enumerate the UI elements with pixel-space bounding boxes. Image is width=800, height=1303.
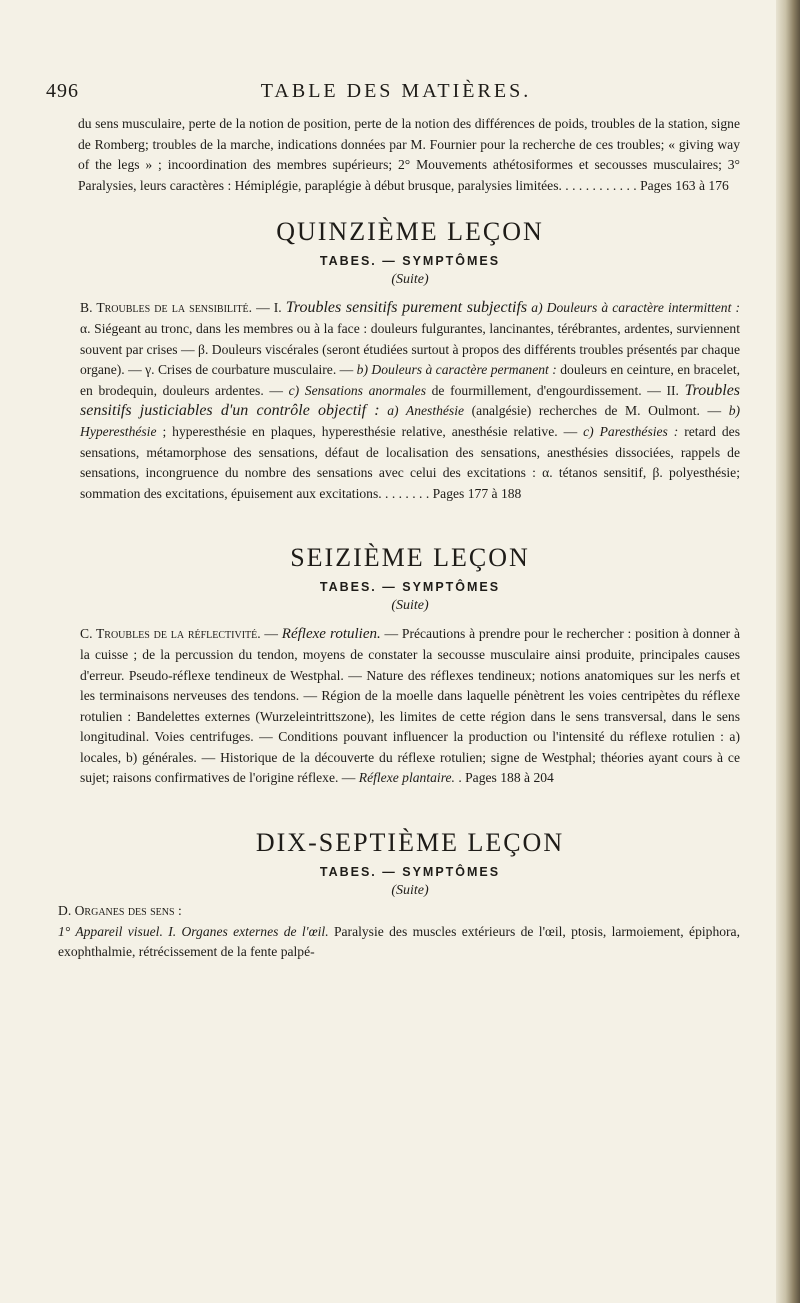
lesson15-pages: Pages 177 à 188 [432, 485, 522, 501]
lesson17-sub-heading: I. Organes externes de l'œil. [168, 923, 329, 939]
lesson16-subtitle: TABES. — SYMPTÔMES [319, 580, 501, 595]
lesson17-label-line [58, 901, 740, 922]
lesson17-title: DIX-SEPTIÈME LEÇON [255, 828, 565, 858]
intro-text: du sens musculaire, perte de la notion de position, perte de la notion des différences de poids, troubles de la station, signe de Romberg; troubles de la marche, indications données par M. Fournier pour la recherche de ces troubles; « giving way of the legs » ; incoordination des membres supérieurs; 2° Mouvements athétosiformes et secousses musculaires; 3° Paralysies, leurs caractères : Hémiplégie, paraplégie à début brusque, paralysies limitées. . . . . . . . . . . . [78, 116, 740, 193]
lesson15-1c-label: c) Sensations anormales [288, 382, 432, 398]
lesson15-1a-text: α. Siégeant au tronc, dans les membres ou à la face : douleurs fulgurantes, lancinantes, térébrantes, ardentes, surviennent souvent par crises — β. Douleurs viscérales (seront étudiées surtout à propos des différents troubles présentés par chaque organe). — γ. Crises de courbature musculaire. — [80, 320, 740, 378]
lesson15-title: QUINZIÈME LEÇON [276, 217, 544, 247]
intro-pages: Pages 163 à 176 [640, 177, 729, 193]
lesson15-paragraph [80, 298, 740, 504]
lesson15-heading1: Troubles sensitifs purement subjectifs [285, 299, 528, 317]
lesson16-paragraph [80, 624, 740, 789]
lesson15-suite: (Suite) [391, 272, 429, 288]
lesson17-text: Paralysie des muscles extérieurs de l'œil, ptosis, larmoiement, épiphora, exophthalmie, rétrécissement de la fente palpé- [58, 923, 740, 960]
lesson17-subtitle: TABES. — SYMPTÔMES [319, 865, 501, 880]
book-spine-shadow [776, 0, 800, 1303]
lesson16-text-b: . [454, 770, 466, 786]
lesson16-label: C. Troubles de la réflectivité. — [80, 626, 282, 642]
lesson17-suite: (Suite) [391, 883, 429, 899]
lesson15-2c-label: c) Paresthésies : [583, 423, 685, 439]
lesson15-subtitle: TABES. — SYMPTÔMES [319, 254, 501, 269]
lesson16-pages: Pages 188 à 204 [465, 770, 554, 786]
lesson15-2b-label: b) Hyperesthésie [80, 403, 741, 439]
lesson15-2c-text: retard des sensations, métamorphose des sensations, défaut de localisation des sensations, anesthésies dissociées, rappels de sensations, incongruence du nombre des sensations avec celui des excitations : α. tétanos sensitif, β. polyesthésie; sommation des excitations, épuisement aux excitations. . . . . . . . [80, 423, 740, 501]
intro-paragraph [78, 114, 740, 196]
lesson16-text: — Précautions à prendre pour le rechercher : position à donner à la cuisse ; de la percussion du tendon, moyens de constater la secousse musculaire ainsi produite, principales causes d'erreur. Pseudo-réflexe tendineux de Westphal. — Nature des réflexes tendineux; notions anatomiques sur les nerfs et les terminaisons nerveuses des tendons. — Région de la moelle dans laquelle pénètrent les voies centripètes du réflexe rotulien : Bandelettes externes (Wurzeleintrittszone), les limites de cette région dans le sens transversal, dans le sens longitudinal. Voies centrifuges. — Conditions pouvant influencer la production ou l'intensité du réflexe rotulien : a) locales, b) générales. — Historique de la découverte du réflexe rotulien; signe de Westphal; théories ayant cours à ce sujet; raisons confirmatives de l'origine réflexe. — [80, 626, 741, 786]
lesson17-sub-label: 1° Appareil visuel. [58, 923, 169, 939]
lesson15-2a-text: (analgésie) recherches de M. Oulmont. — [471, 403, 729, 419]
lesson15-2b-text: ; hyperesthésie en plaques, hyperesthésie relative, anesthésie relative. — [162, 423, 584, 439]
lesson17-label: D. Organes des sens : [58, 903, 182, 919]
lesson15-heading2: Troubles sensitifs justiciables d'un contrôle objectif : [80, 381, 741, 420]
page-header [46, 80, 746, 110]
running-title: TABLE DES MATIÈRES. [260, 80, 532, 102]
lesson15-1c-text: de fourmillement, d'engourdissement. — II. [431, 382, 685, 398]
page-number: 496 [46, 80, 79, 102]
page-body [58, 114, 741, 963]
lesson16-suite: (Suite) [391, 598, 429, 614]
lesson15-2a-label: a) Anesthésie [387, 403, 472, 419]
lesson17-paragraph [58, 922, 740, 963]
lesson16-heading-b: Réflexe plantaire. [358, 770, 455, 786]
lesson15-label: B. Troubles de la sensibilité. — I. [80, 300, 286, 316]
lesson15-1b-text: douleurs en ceinture, en bracelet, en brodequin, douleurs ardentes. — [80, 362, 740, 398]
lesson16-title: SEIZIÈME LEÇON [290, 543, 530, 573]
lesson15-1a-label: a) Douleurs à caractère intermittent : [531, 300, 741, 316]
lesson15-1b-label: b) Douleurs à caractère permanent : [356, 362, 561, 378]
lesson16-heading: Réflexe rotulien. [281, 626, 381, 643]
